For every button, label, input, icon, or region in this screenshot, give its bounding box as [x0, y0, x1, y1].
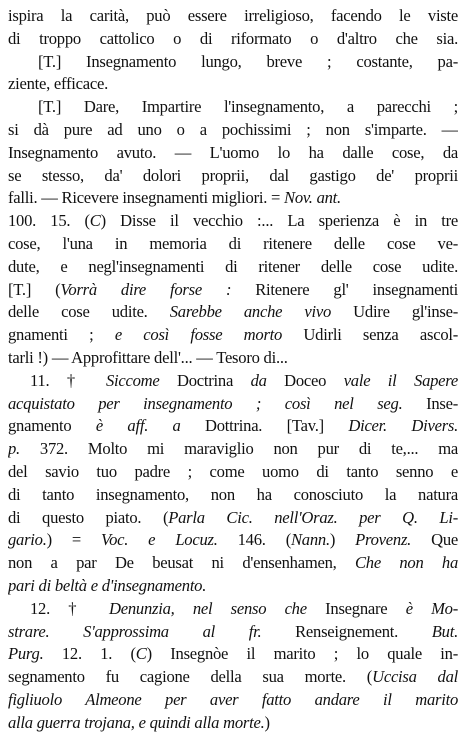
roman-text: [T.] Dare, Impartire l'insegnamento, a parecchi ; — [38, 97, 458, 117]
roman-text: 12. 1. ( — [43, 644, 136, 664]
roman-text: non a par De beusat ni d'ensenhamen, — [8, 553, 355, 573]
roman-text: ) Disse il vecchio :... La sperienza è in tre — [100, 211, 458, 231]
italic-text: Sarebbe anche vivo — [169, 302, 332, 322]
roman-text: dute, e negl'insegnamenti di ritener delle cose udite. — [8, 256, 458, 276]
text-line-l19 — [8, 415, 458, 438]
roman-text: ziente, efficace. — [8, 74, 108, 94]
italic-text: gario. — [8, 530, 47, 550]
roman-text: ) — [264, 712, 270, 732]
roman-text: Doctrina — [159, 370, 251, 390]
roman-text: falli. — Ricevere insegnamenti migliori. = — [8, 188, 285, 208]
italic-text: Vorrà dire forse : — [60, 279, 232, 299]
roman-text: se stesso, da' dolori proprii, dal gastigo de' proprii — [8, 165, 458, 185]
text-line-l14 — [8, 301, 458, 324]
roman-text: Ritenere gl' insegnamenti — [231, 279, 458, 299]
roman-text: segnamento fu cagione della sua morte. ( — [8, 667, 373, 687]
roman-text: del savio tuo padre ; come uomo di tanto senno e — [8, 461, 458, 481]
roman-text: Insegnamento avuto. — L'uomo lo ha dalle cose, da — [8, 142, 458, 162]
roman-text: si dà pure ad uno o a pochissimi ; non s'imparte. — — [8, 119, 458, 139]
text-line-l25 — [8, 552, 458, 575]
roman-text: 372. Molto mi maraviglio non pur di te,... ma — [19, 439, 458, 459]
roman-text: ) = — [46, 530, 102, 550]
roman-text: Insegnare — [306, 598, 406, 618]
text-line-l02 — [8, 28, 458, 51]
text-line-l01 — [8, 5, 458, 28]
roman-text: di troppo cattolico o di riformato o d'altro che sia. — [8, 28, 458, 48]
italic-text: figliuolo Almeone per aver fatto andare il marito — [8, 689, 458, 709]
italic-text: Provenz. — [355, 530, 412, 550]
text-line-l10 — [8, 210, 458, 233]
italic-text: acquistato per insegnamento ; così nel seg. — [8, 393, 403, 413]
italic-text: Purg. — [8, 644, 44, 664]
text-line-l27 — [8, 598, 458, 621]
text-line-l13 — [8, 279, 458, 302]
roman-text: gnamenti ; — [8, 325, 115, 345]
italic-text: da — [250, 370, 267, 390]
roman-text: [T.] Insegnamento lungo, breve ; costante, pa- — [38, 51, 458, 71]
roman-text: 146. ( — [217, 530, 291, 550]
italic-text: C — [89, 211, 101, 231]
text-line-l11 — [8, 233, 458, 256]
text-line-l31 — [8, 689, 458, 712]
text-line-l23 — [8, 507, 458, 530]
italic-text: vale il Sapere — [343, 370, 458, 390]
text-line-l18 — [8, 393, 458, 416]
roman-text: Dottrina. [Tav.] — [180, 416, 349, 436]
italic-text: Siccome — [105, 370, 160, 390]
italic-text: Dicer. Divers. — [348, 416, 458, 436]
text-line-l07 — [8, 142, 458, 165]
roman-text: Renseignement. — [261, 621, 432, 641]
roman-text: di tanto insegnamento, non ha conosciuto la natura — [8, 484, 458, 504]
italic-text: strare. S'approssima al fr. — [8, 621, 262, 641]
roman-text: ispira la carità, può essere irreligioso, facendo le viste — [8, 6, 458, 25]
text-line-l06 — [8, 119, 458, 142]
italic-text: p. — [8, 439, 20, 459]
roman-text: di questo piato. ( — [8, 507, 169, 527]
text-line-l21 — [8, 461, 458, 484]
roman-text: gnamento — [8, 416, 96, 436]
text-line-l16 — [8, 347, 458, 370]
text-line-l28 — [8, 621, 458, 644]
text-line-l05 — [8, 96, 458, 119]
italic-text: But. — [431, 621, 458, 641]
roman-text: Udire gl'inse- — [331, 302, 458, 322]
roman-text: 12. † — [30, 598, 110, 618]
text-line-l17 — [8, 370, 458, 393]
text-line-l15 — [8, 324, 458, 347]
roman-text: tarli !) — Approfittare dell'... — Tesoro di... — [8, 347, 288, 367]
italic-text: pari di beltà e d'insegnamento. — [8, 575, 207, 595]
italic-text: e così fosse morto — [114, 325, 283, 345]
roman-text: ) Insegnòe il marito ; lo quale in- — [146, 644, 458, 664]
italic-text: alla guerra trojana, e quindi alla morte. — [8, 712, 265, 732]
text-line-l30 — [8, 666, 458, 689]
text-line-l20 — [8, 438, 458, 461]
roman-text: ) — [329, 530, 356, 550]
roman-text: Que — [411, 530, 458, 550]
italic-text: Denunzia, nel senso che — [109, 598, 307, 618]
roman-text: delle cose udite. — [8, 302, 170, 322]
italic-text: C — [135, 644, 147, 664]
italic-text: Nov. ant. — [284, 188, 341, 208]
italic-text: Che non ha — [354, 553, 458, 573]
roman-text: [T.] ( — [8, 279, 61, 299]
roman-text: Doceo — [266, 370, 344, 390]
text-line-l32 — [8, 712, 458, 735]
italic-text: Parla Cic. nell'Oraz. per Q. Li- — [168, 507, 458, 527]
text-line-l09 — [8, 187, 458, 210]
italic-text: Uccisa dal — [372, 667, 458, 687]
text-line-l24 — [8, 529, 458, 552]
italic-text: è Mo- — [405, 598, 458, 618]
roman-text: 11. † — [30, 370, 106, 390]
italic-text: Nann. — [290, 530, 330, 550]
roman-text: 100. 15. ( — [8, 211, 90, 231]
text-line-l08 — [8, 165, 458, 188]
roman-text: Inse- — [402, 393, 458, 413]
text-line-l04 — [8, 73, 458, 96]
text-line-l12 — [8, 256, 458, 279]
text-line-l22 — [8, 484, 458, 507]
text-line-l03 — [8, 51, 458, 74]
italic-text: Voc. e Locuz. — [101, 530, 218, 550]
italic-text: è aff. a — [95, 416, 181, 436]
roman-text: Udirli senza ascol- — [282, 325, 458, 345]
text-line-l29 — [8, 643, 458, 666]
roman-text: cose, l'una in memoria di ritenere delle cose ve- — [8, 233, 458, 253]
text-line-l26 — [8, 575, 458, 598]
